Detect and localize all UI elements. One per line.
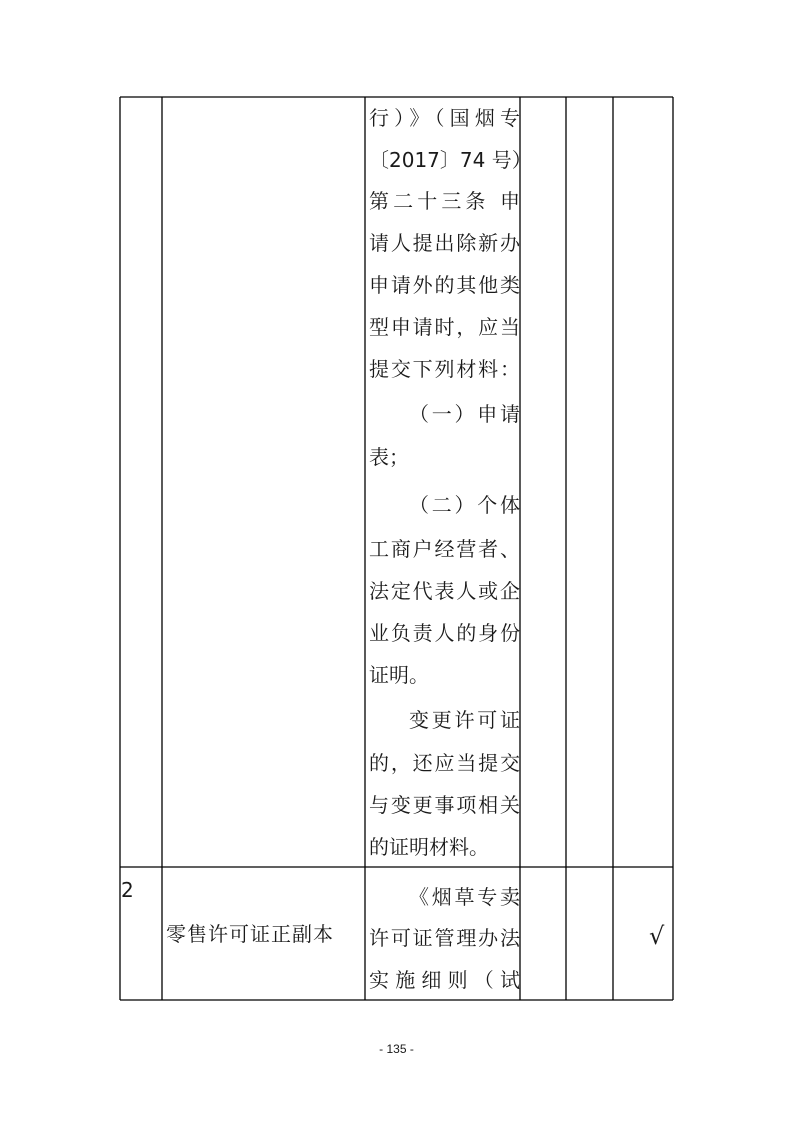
law-line: 法定代表人或企 [369,579,520,603]
law-line: 证明。 [369,663,429,687]
law-line: 〔2017〕74 号） [369,148,532,172]
law-line: 与变更事项相关 [369,793,520,817]
law-line: 申请外的其他类 [369,273,520,297]
law-line: 请人提出除新办 [369,231,520,255]
law-line: 许可证管理办法 [369,926,520,950]
law-line: 的证明材料。 [369,835,489,859]
row-index: 2 [121,878,134,902]
law-line: 《烟草专卖 [409,885,520,909]
law-line: 工商户经营者、 [369,537,520,561]
law-line: （二）个体 [409,493,520,517]
law-line: 第二十三条 申 [369,189,520,213]
law-line: 行）》（国烟专 [369,106,520,130]
check-mark: √ [649,922,665,950]
law-line: （一）申请 [409,402,520,426]
item-name: 零售许可证正副本 [166,922,334,946]
law-line: 实施细则（试 [369,968,520,992]
law-line: 提交下列材料： [369,357,520,381]
law-line: 的，还应当提交 [369,751,520,775]
law-line: 变更许可证 [409,708,520,732]
law-line: 业负责人的身份 [369,621,520,645]
law-line: 表； [369,445,409,469]
page-number: - 135 - [379,1042,414,1056]
law-line: 型申请时，应当 [369,315,520,339]
